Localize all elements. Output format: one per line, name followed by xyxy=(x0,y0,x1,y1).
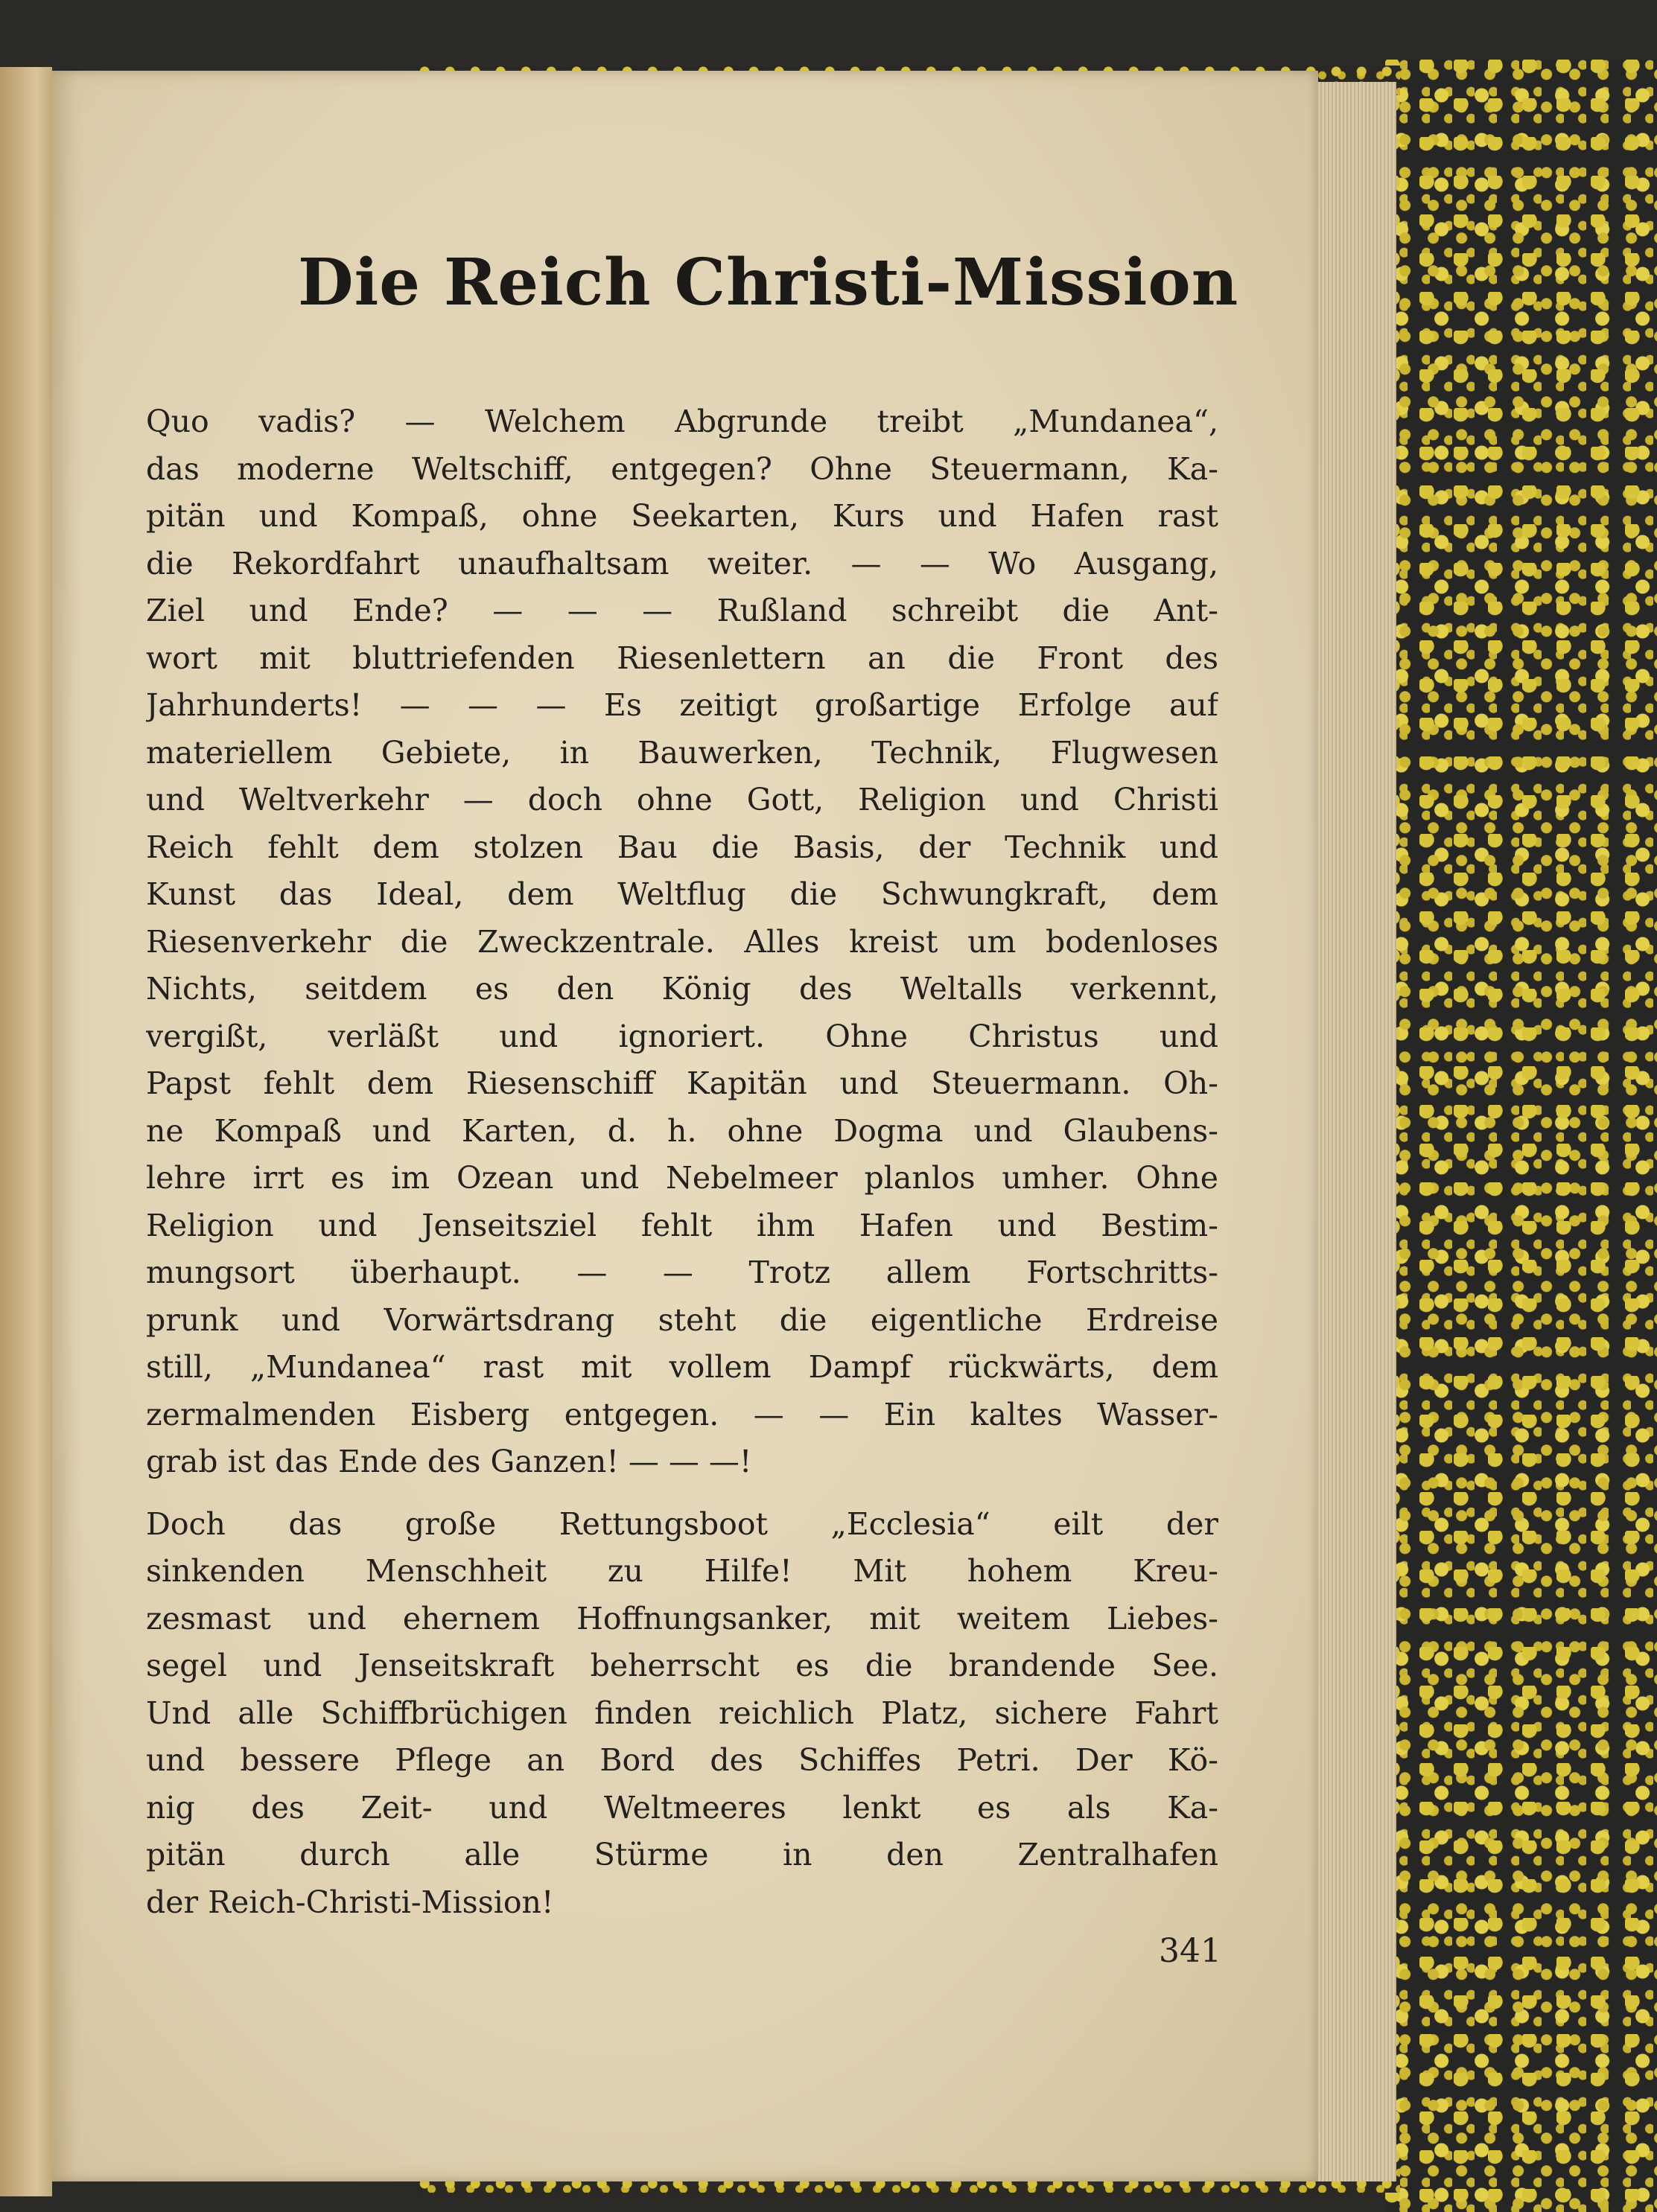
text-line: Kunst das Ideal, dem Weltflug die Schwungkraft, dem xyxy=(146,876,1218,912)
text-line: sinkenden Menschheit zu Hilfe! Mit hohem Kreu- xyxy=(146,1553,1218,1589)
text-line: mungsort überhaupt. — — Trotz allem Fortschritts- xyxy=(146,1255,1218,1290)
text-line: grab ist das Ende des Ganzen! — — —! xyxy=(146,1444,752,1479)
text-line: Ziel und Ende? — — — Rußland schreibt die Ant- xyxy=(146,593,1218,628)
facing-page-edge xyxy=(0,67,52,2196)
text-line: Religion und Jenseitsziel fehlt ihm Hafen und Bestim- xyxy=(146,1207,1218,1243)
page-number: 341 xyxy=(1159,1932,1221,1970)
text-line: prunk und Vorwärtsdrang steht die eigentliche Erdreise xyxy=(146,1301,1218,1338)
text-line: zesmast und ehernem Hoffnungsanker, mit weitem Liebes- xyxy=(146,1600,1218,1636)
page-title: Die Reich Christi-Mission xyxy=(298,245,1239,320)
paragraph-1 xyxy=(146,398,1218,1486)
text-line: Jahrhunderts! — — — Es zeitigt großartige Erfolge auf xyxy=(146,687,1218,723)
text-line: wort mit bluttriefenden Riesenlettern an die Front des xyxy=(146,640,1218,676)
text-line: lehre irrt es im Ozean und Nebelmeer planlos umher. Ohne xyxy=(146,1160,1218,1196)
text-line: das moderne Weltschiff, entgegen? Ohne Steuermann, Ka- xyxy=(146,450,1218,487)
text-line: segel und Jenseitskraft beherrscht es die brandende See. xyxy=(146,1648,1218,1683)
text-line: der Reich-Christi-Mission! xyxy=(146,1884,554,1920)
text-line: und bessere Pflege an Bord des Schiffes Petri. Der Kö- xyxy=(146,1742,1218,1778)
text-line: Riesenverkehr die Zweckzentrale. Alles kreist um bodenloses xyxy=(146,923,1218,960)
text-line: Nichts, seitdem es den König des Weltalls verkennt, xyxy=(146,971,1218,1007)
text-line: die Rekordfahrt unaufhaltsam weiter. — — Wo Ausgang, xyxy=(146,545,1218,581)
text-line: Doch das große Rettungsboot „Ecclesia“ eilt der xyxy=(146,1505,1218,1542)
text-line: Und alle Schiffbrüchigen finden reichlich Platz, sichere Fahrt xyxy=(146,1695,1218,1731)
text-line: und Weltverkehr — doch ohne Gott, Religion und Christi xyxy=(146,782,1218,817)
text-line: nig des Zeit- und Weltmeeres lenkt es als Ka- xyxy=(146,1789,1218,1826)
text-line: still, „Mundanea“ rast mit vollem Dampf rückwärts, dem xyxy=(146,1349,1218,1385)
text-line: Papst fehlt dem Riesenschiff Kapitän und Steuermann. Oh- xyxy=(146,1065,1218,1101)
text-line: vergißt, verläßt und ignoriert. Ohne Christus und xyxy=(146,1018,1218,1054)
text-line: zermalmenden Eisberg entgegen. — — Ein kaltes Wasser- xyxy=(146,1396,1218,1432)
book-page xyxy=(52,71,1318,2181)
body-text xyxy=(146,398,1218,1926)
text-line: Reich fehlt dem stolzen Bau die Basis, der Technik und xyxy=(146,829,1218,865)
text-line: pitän und Kompaß, ohne Seekarten, Kurs und Hafen rast xyxy=(146,498,1218,534)
text-line: pitän durch alle Stürme in den Zentralhafen xyxy=(146,1837,1218,1872)
text-line: ne Kompaß und Karten, d. h. ohne Dogma und Glaubens- xyxy=(146,1112,1218,1149)
paragraph-2 xyxy=(146,1501,1218,1927)
text-line: Quo vadis? — Welchem Abgrunde treibt „Mundanea“, xyxy=(146,404,1218,439)
paragraph-gap xyxy=(146,1486,1218,1501)
marbled-cover-board xyxy=(1385,60,1657,2212)
text-line: materiellem Gebiete, in Bauwerken, Technik, Flugwesen xyxy=(146,734,1218,771)
